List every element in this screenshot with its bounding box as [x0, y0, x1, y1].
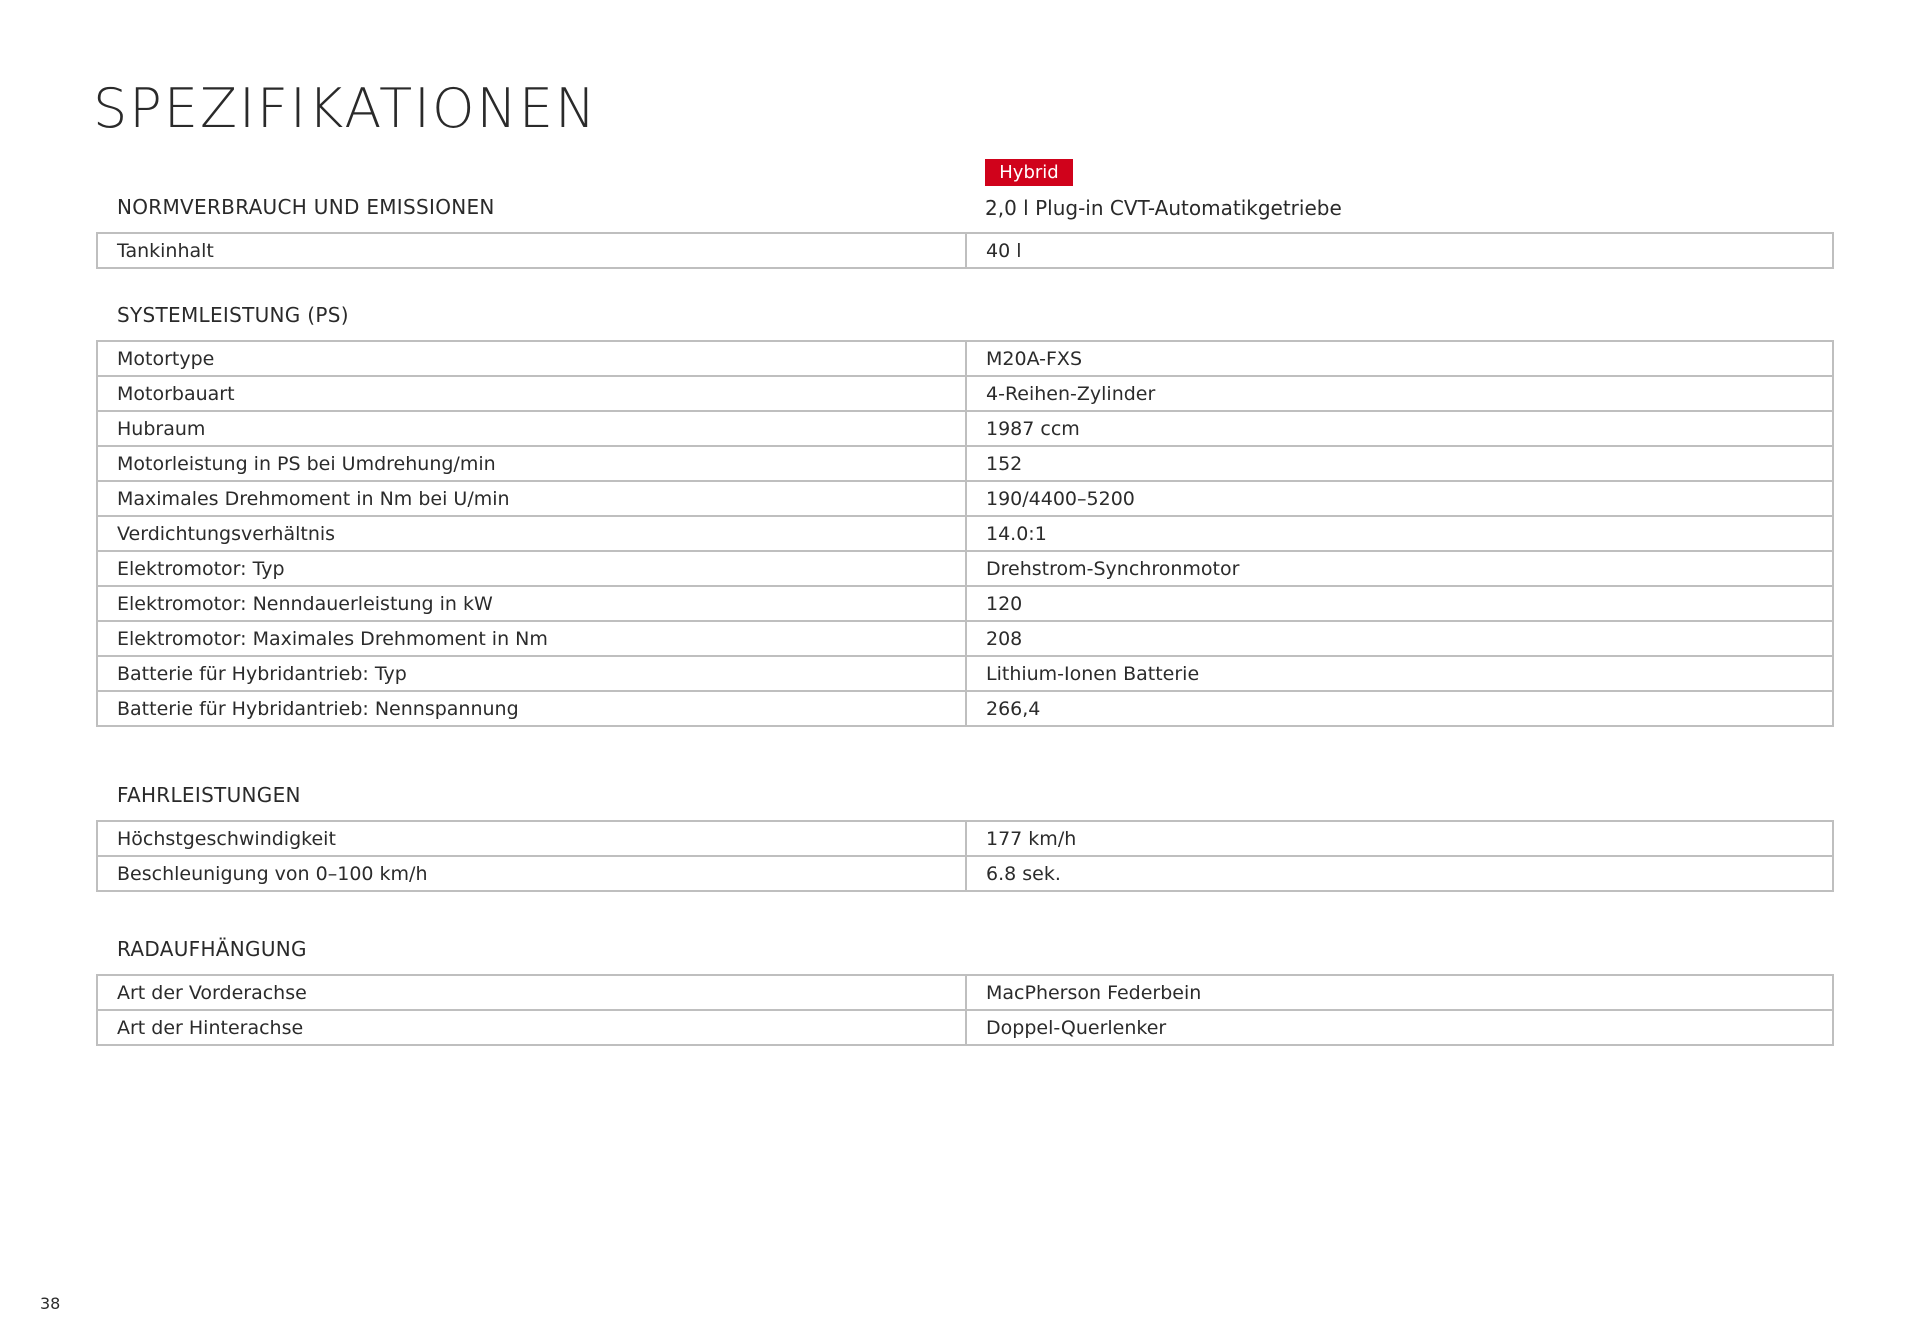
- table-row: [97, 481, 1833, 516]
- spec-value: 177 km/h: [966, 821, 1833, 856]
- spec-value: 14.0:1: [966, 516, 1833, 551]
- spec-label: Elektromotor: Nenndauerleistung in kW: [97, 586, 966, 621]
- table-row: [97, 1010, 1833, 1045]
- spec-value: 152: [966, 446, 1833, 481]
- section-title-suspension: RADAUFHÄNGUNG: [117, 937, 307, 961]
- table-row: [97, 551, 1833, 586]
- table-suspension: [96, 974, 1834, 1046]
- table-row: [97, 821, 1833, 856]
- spec-label: Motorbauart: [97, 376, 966, 411]
- hybrid-badge: Hybrid: [985, 159, 1073, 186]
- table-row: [97, 411, 1833, 446]
- spec-label: Höchstgeschwindigkeit: [97, 821, 966, 856]
- table-row: [97, 975, 1833, 1010]
- table-row: [97, 856, 1833, 891]
- spec-value: MacPherson Federbein: [966, 975, 1833, 1010]
- spec-value: 120: [966, 586, 1833, 621]
- spec-value: 190/4400–5200: [966, 481, 1833, 516]
- table-system: [96, 340, 1834, 727]
- table-row: [97, 516, 1833, 551]
- spec-value: M20A-FXS: [966, 341, 1833, 376]
- spec-value: Doppel-Querlenker: [966, 1010, 1833, 1045]
- spec-label: Motortype: [97, 341, 966, 376]
- spec-label: Elektromotor: Maximales Drehmoment in Nm: [97, 621, 966, 656]
- table-row: [97, 586, 1833, 621]
- spec-label: Batterie für Hybridantrieb: Typ: [97, 656, 966, 691]
- table-row: [97, 446, 1833, 481]
- table-row: [97, 341, 1833, 376]
- spec-value: 266,4: [966, 691, 1833, 726]
- spec-value: Drehstrom-Synchronmotor: [966, 551, 1833, 586]
- table-row: [97, 656, 1833, 691]
- section-title-performance: FAHRLEISTUNGEN: [117, 783, 301, 807]
- table-row: [97, 691, 1833, 726]
- spec-value: 40 l: [966, 233, 1833, 268]
- spec-value: Lithium-Ionen Batterie: [966, 656, 1833, 691]
- table-emissions: [96, 232, 1834, 269]
- table-row: [97, 233, 1833, 268]
- table-row: [97, 621, 1833, 656]
- spec-label: Maximales Drehmoment in Nm bei U/min: [97, 481, 966, 516]
- page-title: SPEZIFIKATIONEN: [93, 77, 598, 140]
- table-performance: [96, 820, 1834, 892]
- table-row: [97, 376, 1833, 411]
- spec-label: Hubraum: [97, 411, 966, 446]
- spec-label: Tankinhalt: [97, 233, 966, 268]
- spec-label: Elektromotor: Typ: [97, 551, 966, 586]
- spec-value: 1987 ccm: [966, 411, 1833, 446]
- spec-label: Motorleistung in PS bei Umdrehung/min: [97, 446, 966, 481]
- spec-label: Batterie für Hybridantrieb: Nennspannung: [97, 691, 966, 726]
- variant-label: 2,0 l Plug-in CVT-Automatikgetriebe: [985, 196, 1342, 220]
- spec-value: 6.8 sek.: [966, 856, 1833, 891]
- section-title-system: SYSTEMLEISTUNG (PS): [117, 303, 349, 327]
- spec-label: Art der Vorderachse: [97, 975, 966, 1010]
- spec-label: Beschleunigung von 0–100 km/h: [97, 856, 966, 891]
- section-title-emissions: NORMVERBRAUCH UND EMISSIONEN: [117, 195, 495, 219]
- spec-label: Art der Hinterachse: [97, 1010, 966, 1045]
- spec-value: 208: [966, 621, 1833, 656]
- spec-value: 4-Reihen-Zylinder: [966, 376, 1833, 411]
- spec-label: Verdichtungsverhältnis: [97, 516, 966, 551]
- page-number: 38: [40, 1294, 61, 1313]
